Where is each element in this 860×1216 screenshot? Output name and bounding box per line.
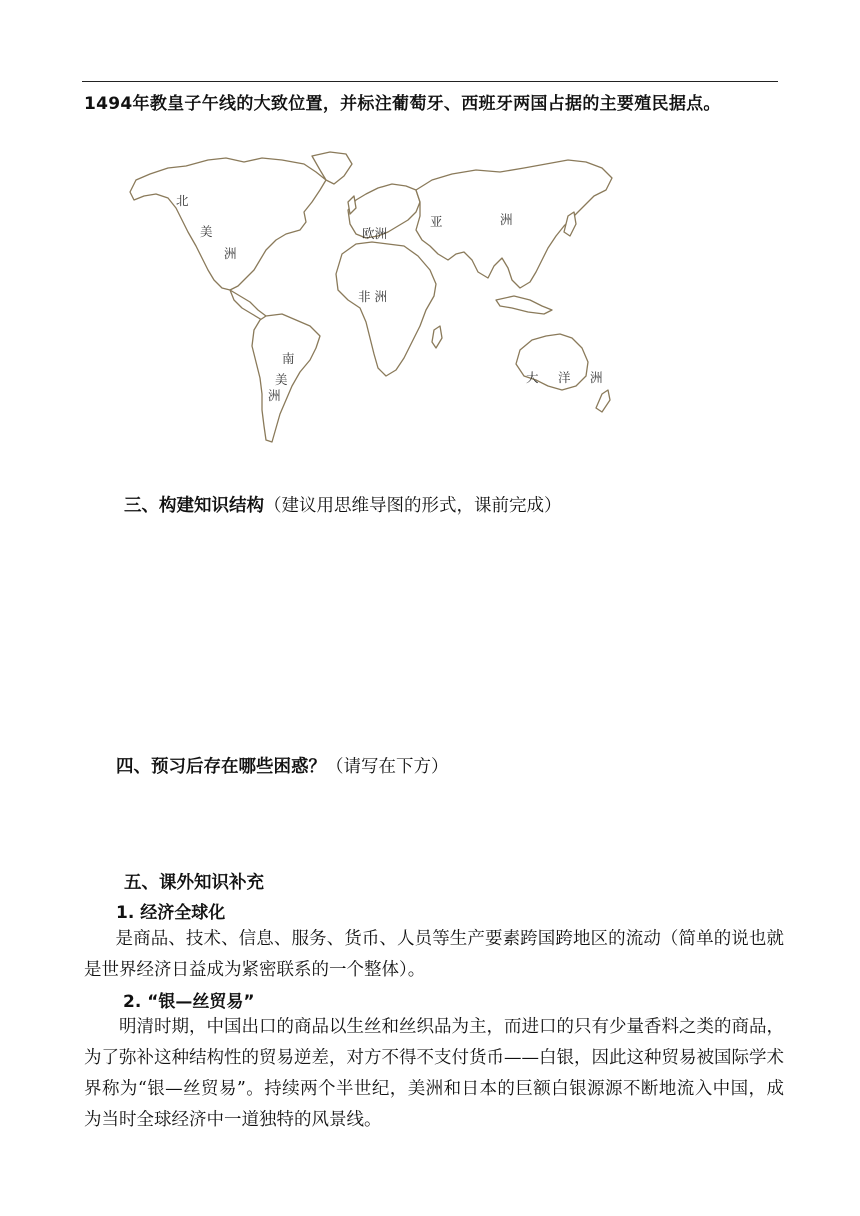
label-asia-1: 亚 [430,214,443,229]
new-zealand-shape [596,390,610,412]
section-5-title: 五、课外知识补充 [124,873,264,893]
africa-shape [336,242,436,376]
top-rule [82,81,778,82]
label-oceania-2: 洋 [558,370,571,385]
section-3-note: （建议用思维导图的形式，课前完成） [264,496,562,516]
madagascar-shape [432,326,442,348]
label-south-america-1: 南 [282,351,295,366]
north-america-shape [130,158,326,290]
label-south-america-3: 洲 [268,388,281,403]
label-africa: 非 洲 [358,289,387,304]
section-4-title: 四、预习后存在哪些困惑？ [116,757,326,777]
label-north-america-3: 洲 [224,246,237,261]
section-3-title: 三、构建知识结构 [124,496,264,516]
label-europe: 欧洲 [362,226,388,241]
indonesia-shape [496,296,552,314]
item-1-title: 1. 经济全球化 [116,903,226,923]
item-1-text: 是商品、技术、信息、服务、货币、人员等生产要素跨国跨地区的流动（简单的说也就是世界经济日益成为紧密联系的一个整体）。 [84,929,784,980]
central-america-shape [230,290,266,320]
label-oceania-1: 大 [526,370,539,385]
label-north-america-2: 美 [200,224,213,239]
section-4-heading [116,753,449,778]
asia-shape [416,160,612,288]
label-south-america-2: 美 [275,372,288,387]
item-2-title: 2. “银—丝贸易” [123,992,255,1012]
world-map [116,150,630,448]
label-asia-2: 洲 [500,212,513,227]
section-4-note: （请写在下方） [326,757,449,777]
label-north-america-1: 北 [176,193,189,208]
item-2-text: 明清时期，中国出口的商品以生丝和丝织品为主，而进口的只有少量香料之类的商品，为了弥补这种结构性的贸易逆差，对方不得不支付货币——白银，因此这种贸易被国际学术界称为“银—丝贸易”。持续两个半世纪，美洲和日本的巨额白银源源不断地流入中国，成为当时全球经济中一道独特的风景线。 [84,1017,784,1130]
label-oceania-3: 洲 [590,370,603,385]
section-3-heading [124,492,562,517]
map-task-text: 1494年教皇子午线的大致位置，并标注葡萄牙、西班牙两国占据的主要殖民据点。 [84,94,721,114]
